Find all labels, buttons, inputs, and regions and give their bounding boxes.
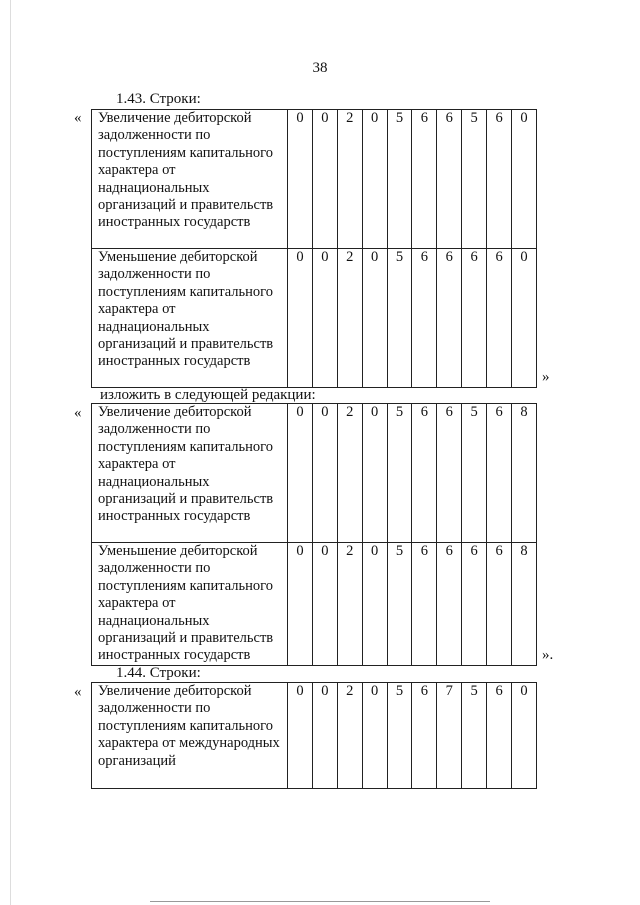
code-cell: 0 <box>312 683 337 789</box>
code-cell: 0 <box>288 110 313 249</box>
code-cell: 6 <box>487 110 512 249</box>
quote-open: « <box>74 405 82 421</box>
code-cell: 6 <box>412 543 437 666</box>
table-row <box>92 110 537 249</box>
transition-text: изложить в следующей редакции: <box>100 387 316 403</box>
code-cell: 2 <box>337 404 362 543</box>
code-cell: 0 <box>288 249 313 388</box>
code-cell: 6 <box>437 404 462 543</box>
table-row <box>92 683 537 789</box>
quote-open: « <box>74 110 82 126</box>
section-heading-1-44: 1.44. Строки: <box>116 665 201 681</box>
code-cell: 2 <box>337 110 362 249</box>
code-cell: 6 <box>437 249 462 388</box>
code-cell: 6 <box>412 683 437 789</box>
code-cell: 2 <box>337 683 362 789</box>
code-cell: 5 <box>387 683 412 789</box>
table-new-1-43 <box>91 403 537 666</box>
scan-bottom-edge <box>150 901 490 902</box>
code-cell: 0 <box>362 404 387 543</box>
code-cell: 0 <box>512 249 537 388</box>
quote-close: ». <box>542 647 554 663</box>
code-cell: 6 <box>487 404 512 543</box>
code-cell: 8 <box>512 404 537 543</box>
code-cell: 5 <box>462 404 487 543</box>
code-cell: 5 <box>462 110 487 249</box>
code-cell: 6 <box>412 404 437 543</box>
row-label: Увеличение дебиторской задолженности по поступлениям капитального характера от международных организаций <box>92 683 288 789</box>
section-heading-1-43: 1.43. Строки: <box>116 91 201 107</box>
table-old-1-43 <box>91 109 537 388</box>
code-cell: 0 <box>288 543 313 666</box>
quote-open: « <box>74 684 82 700</box>
code-cell: 6 <box>487 543 512 666</box>
code-cell: 0 <box>362 683 387 789</box>
code-cell: 5 <box>387 543 412 666</box>
code-cell: 0 <box>312 543 337 666</box>
code-cell: 0 <box>312 404 337 543</box>
code-cell: 0 <box>288 404 313 543</box>
code-cell: 0 <box>362 249 387 388</box>
code-cell: 6 <box>412 249 437 388</box>
table-row <box>92 249 537 388</box>
table-row <box>92 404 537 543</box>
scan-edge <box>10 0 11 905</box>
code-cell: 0 <box>362 110 387 249</box>
code-cell: 6 <box>437 543 462 666</box>
row-label: Увеличение дебиторской задолженности по поступлениям капитального характера от наднациональных организаций и правительств иностранных государств <box>92 404 288 543</box>
quote-close: » <box>542 369 550 385</box>
code-cell: 2 <box>337 249 362 388</box>
code-cell: 5 <box>462 683 487 789</box>
code-cell: 5 <box>387 110 412 249</box>
row-label: Уменьшение дебиторской задолженности по поступлениям капитального характера от наднациональных организаций и правительств иностранных государств <box>92 543 288 666</box>
code-cell: 8 <box>512 543 537 666</box>
row-label: Уменьшение дебиторской задолженности по поступлениям капитального характера от наднациональных организаций и правительств иностранных государств <box>92 249 288 388</box>
code-cell: 0 <box>512 110 537 249</box>
code-cell: 6 <box>462 249 487 388</box>
table-row <box>92 543 537 666</box>
code-cell: 6 <box>462 543 487 666</box>
code-cell: 5 <box>387 249 412 388</box>
code-cell: 6 <box>487 249 512 388</box>
code-cell: 5 <box>387 404 412 543</box>
code-cell: 6 <box>487 683 512 789</box>
row-label: Увеличение дебиторской задолженности по поступлениям капитального характера от наднациональных организаций и правительств иностранных государств <box>92 110 288 249</box>
code-cell: 0 <box>312 110 337 249</box>
table-old-1-44 <box>91 682 537 789</box>
code-cell: 6 <box>437 110 462 249</box>
code-cell: 2 <box>337 543 362 666</box>
code-cell: 0 <box>512 683 537 789</box>
code-cell: 0 <box>312 249 337 388</box>
code-cell: 0 <box>288 683 313 789</box>
code-cell: 7 <box>437 683 462 789</box>
code-cell: 0 <box>362 543 387 666</box>
code-cell: 6 <box>412 110 437 249</box>
page-number: 38 <box>312 60 328 76</box>
